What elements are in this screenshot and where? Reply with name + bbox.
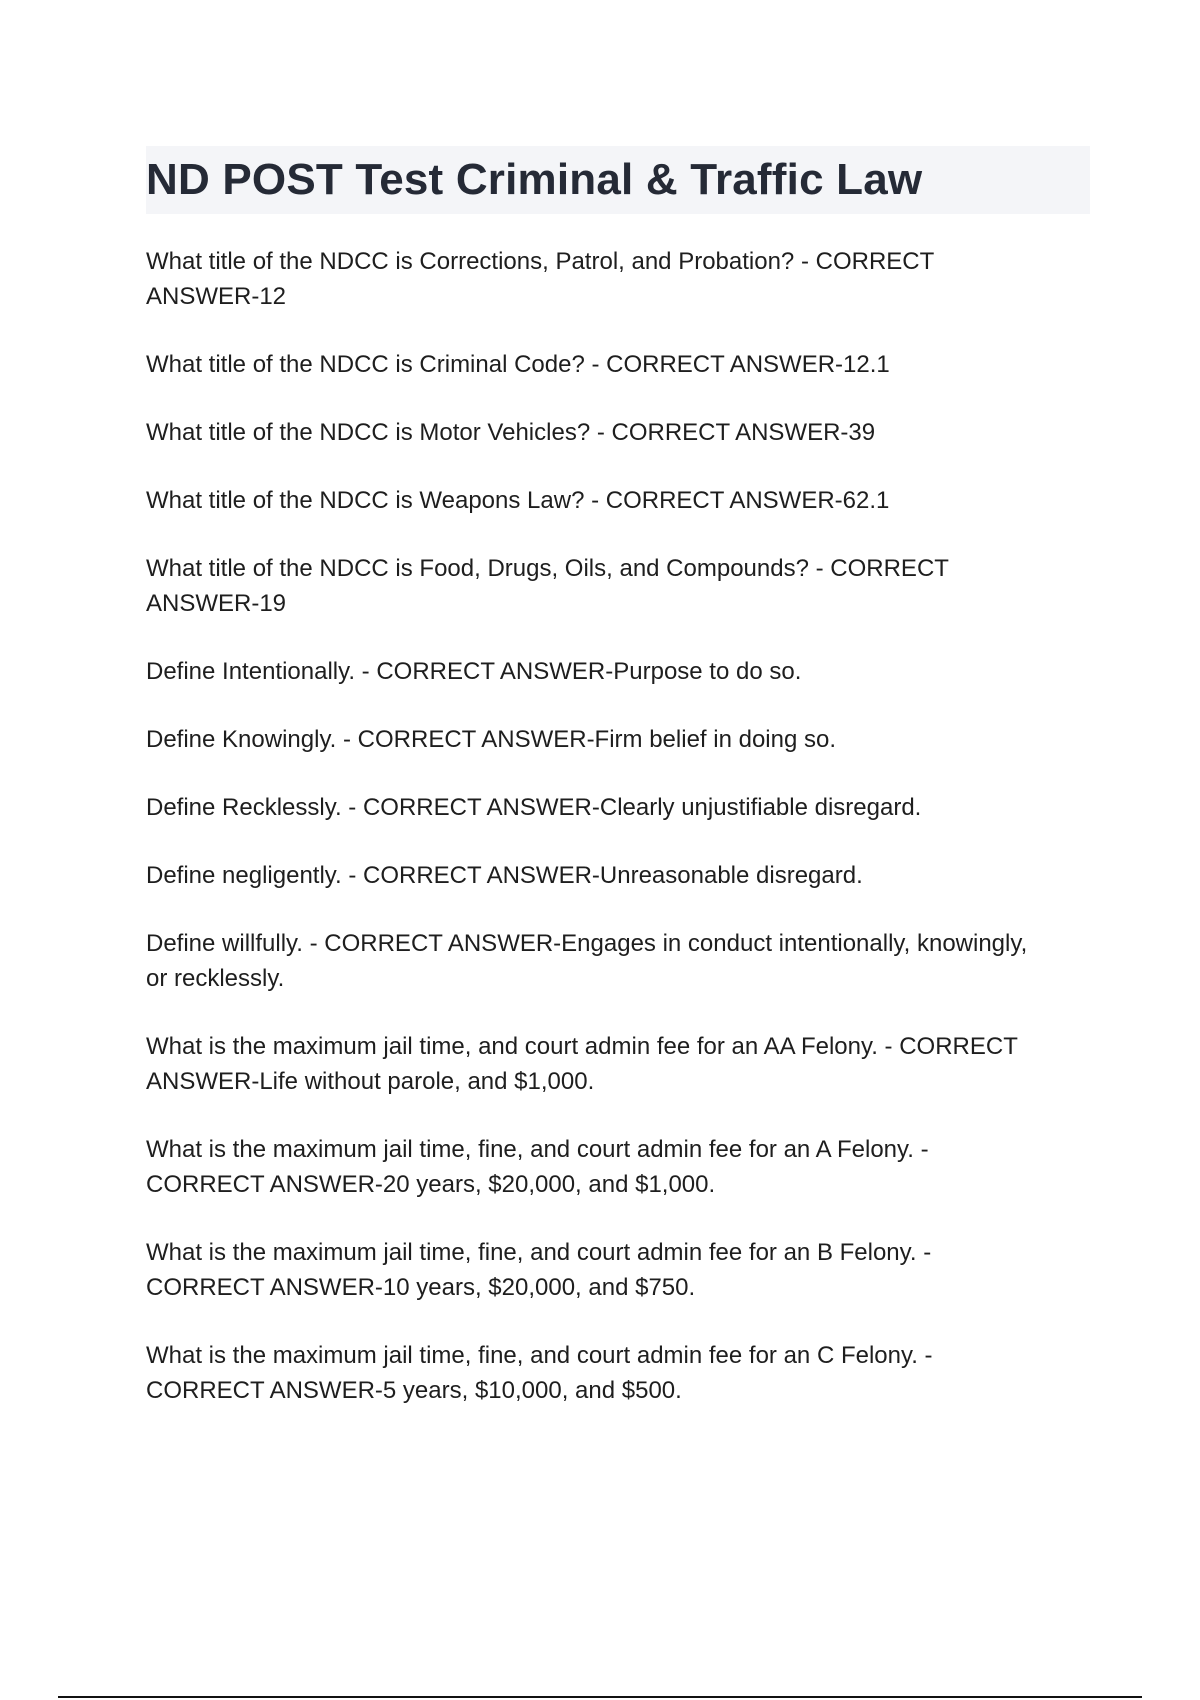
qa-item: What title of the NDCC is Corrections, Patrol, and Probation? - CORRECT ANSWER-12: [146, 248, 934, 310]
qa-item: What is the maximum jail time, fine, and court admin fee for an C Felony. - CORRECT ANSWER-5 years, $10,000, and $500.: [146, 1342, 933, 1404]
qa-item: What is the maximum jail time, fine, and court admin fee for an A Felony. - CORRECT ANSWER-20 years, $20,000, and $1,000.: [146, 1136, 929, 1198]
qa-item: What is the maximum jail time, and court admin fee for an AA Felony. - CORRECT ANSWER-Life without parole, and $1,000.: [146, 1033, 1018, 1095]
qa-item: What title of the NDCC is Food, Drugs, Oils, and Compounds? - CORRECT ANSWER-19: [146, 555, 949, 617]
qa-item: What title of the NDCC is Weapons Law? - CORRECT ANSWER-62.1: [146, 487, 890, 514]
page-title: ND POST Test Criminal & Traffic Law: [146, 155, 923, 204]
qa-item: Define Recklessly. - CORRECT ANSWER-Clearly unjustifiable disregard.: [146, 794, 922, 821]
qa-item: What title of the NDCC is Criminal Code? - CORRECT ANSWER-12.1: [146, 351, 890, 378]
qa-item: Define Intentionally. - CORRECT ANSWER-Purpose to do so.: [146, 658, 802, 685]
title-band: [146, 146, 1090, 214]
qa-item: Define willfully. - CORRECT ANSWER-Engages in conduct intentionally, knowingly, or recklessly.: [146, 930, 1028, 992]
qa-item: Define negligently. - CORRECT ANSWER-Unreasonable disregard.: [146, 862, 863, 889]
qa-item: Define Knowingly. - CORRECT ANSWER-Firm belief in doing so.: [146, 726, 836, 753]
qa-list: [146, 244, 1046, 1441]
qa-item: What is the maximum jail time, fine, and court admin fee for an B Felony. - CORRECT ANSWER-10 years, $20,000, and $750.: [146, 1239, 932, 1301]
qa-item: What title of the NDCC is Motor Vehicles? - CORRECT ANSWER-39: [146, 419, 876, 446]
page-footer-rule: [58, 1696, 1142, 1698]
